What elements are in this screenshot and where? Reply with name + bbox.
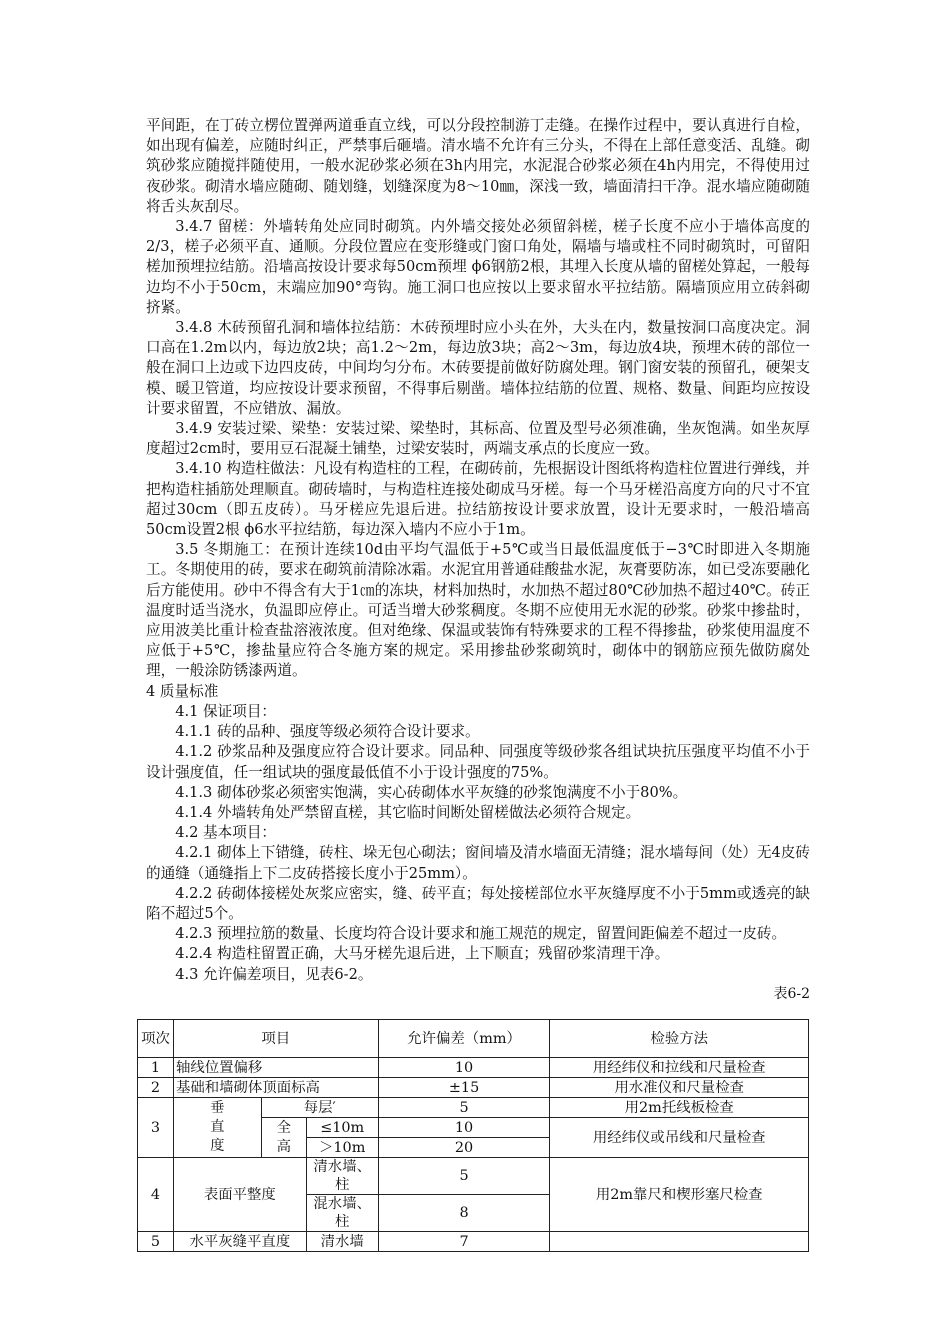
document-body — [146, 116, 810, 1003]
header-method: 检验方法 — [550, 1020, 809, 1058]
cell-item: 垂直度 — [210, 1100, 225, 1154]
cell-subitem: 每层′ — [261, 1098, 378, 1118]
tolerance-table — [137, 1019, 809, 1252]
cell-seq: 2 — [138, 1078, 174, 1098]
cell-subitem-label: 全高 — [276, 1119, 291, 1155]
header-item: 项目 — [173, 1020, 378, 1058]
cell-seq: 3 — [138, 1098, 174, 1158]
paragraph: 3.4.10 构造柱做法：凡设有构造柱的工程，在砌砖前，先根据设计图纸将构造柱位置进行弹线，并把构造柱插筋处理顺直。砌砖墙时，与构造柱连接处砌成马牙槎。每一个马牙槎沿高度方向的尺寸不宜超过30cm（即五皮砖）。马牙槎应先退后进。拉结筋按设计要求放置，设计无要求时，一般沿墙高50cm设置2根 ϕ6水平拉结筋，每边深入墙内不应小于1m。 — [146, 460, 810, 539]
cell-tolerance: 20 — [378, 1138, 550, 1158]
cell-method — [550, 1232, 809, 1252]
table-row — [138, 1232, 809, 1252]
cell-tolerance: 10 — [378, 1058, 550, 1078]
cell-seq: 4 — [138, 1158, 174, 1232]
paragraph: 4.1.2 砂浆品种及强度应符合设计要求。同品种、同强度等级砂浆各组试块抗压强度平均值不小于设计强度值，任一组试块的强度最低值不小于设计强度的75%。 — [146, 743, 810, 781]
paragraph: 3.4.7 留槎：外墙转角处应同时砌筑。内外墙交接处必须留斜槎，槎子长度不应小于墙体高度的2/3，槎子必须平直、通顺。分段位置应在变形缝或门窗口角处，隔墙与墙或柱不同时砌筑时，可留阳槎加预埋拉结筋。沿墙高按设计要求每50cm预埋 ϕ6钢筋2根，其埋入长度从墙的留槎处算起，一般每边均不小于50cm，末端应加90°弯钩。施工洞口也应按以上要求留水平拉结筋。隔墙顶应用立砖斜砌挤紧。 — [146, 218, 810, 316]
cell-tolerance: 5 — [378, 1098, 550, 1118]
paragraph: 4.1 保证项目： — [175, 702, 277, 720]
table-row — [138, 1098, 809, 1118]
paragraph: 4.3 允许偏差项目，见表6-2。 — [175, 965, 373, 983]
paragraph: 3.4.8 木砖预留孔洞和墙体拉结筋：木砖预埋时应小头在外，大头在内，数量按洞口高度决定。洞口高在1.2m以内，每边放2块；高1.2～2m，每边放3块；高2～3m，每边放4块，预埋木砖的部位一般在洞口上边或下边四皮砖，中间均匀分布。木砖要提前做好防腐处理。钢门窗安装的预留孔，硬架支模、暖卫管道，均应按设计要求预留，不得事后剔凿。墙体拉结筋的位置、规格、数量、间距均应按设计要求留置，不应错放、漏放。 — [146, 319, 810, 417]
cell-seq: 5 — [138, 1232, 174, 1252]
cell-method: 用2m靠尺和楔形塞尺检查 — [550, 1158, 809, 1232]
paragraph: 3.5 冬期施工：在预计连续10d由平均气温低于+5℃或当日最低温度低于−3℃时即进入冬期施工。冬期使用的砖，要求在砌筑前清除冰霜。水泥宜用普通硅酸盐水泥，灰膏要防冻，如已受冻要融化后方能使用。砂中不得含有大于1㎝的冻块，材料加热时，水加热不超过80℃砂加热不超过40℃。砖正温度时适当浇水，负温即应停止。可适当增大砂浆稠度。冬期不应使用无水泥的砂浆。砂浆中掺盐时，应用波美比重计检查盐溶液浓度。但对绝缘、保温或装饰有特殊要求的工程不得掺盐，砂浆使用温度不应低于+5℃，掺盐量应符合冬施方案的规定。采用掺盐砂浆砌筑时，砌体中的钢筋应预先做防腐处理，一般涂防锈漆两道。 — [146, 541, 810, 680]
table-header-row — [138, 1020, 809, 1058]
cell-tolerance: 10 — [378, 1118, 550, 1138]
cell-item: 轴线位置偏移 — [173, 1058, 378, 1078]
cell-tolerance: ±15 — [378, 1078, 550, 1098]
cell-item-vertical — [173, 1098, 261, 1158]
section-heading: 4 质量标准 — [146, 682, 219, 700]
paragraph: 平间距，在丁砖立楞位置弹两道垂直立线，可以分段控制游丁走缝。在操作过程中，要认真进行自检，如出现有偏差，应随时纠正，严禁事后砸墙。清水墙不允许有三分头，不得在上部任意变活、乱缝。砌筑砂浆应随搅拌随使用，一般水泥砂浆必须在3h内用完，水泥混合砂浆必须在4h内用完，不得使用过夜砂浆。砌清水墙应随砌、随划缝，划缝深度为8～10㎜，深浅一致，墙面清扫干净。混水墙应随砌随将舌头灰刮尽。 — [146, 117, 810, 215]
paragraph: 4.2.4 构造柱留置正确，大马牙槎先退后进，上下顺直；残留砂浆清理干净。 — [175, 945, 670, 963]
cell-subitem: 清水墙 — [306, 1232, 378, 1252]
cell-subitem-range: ≤10m — [306, 1118, 378, 1138]
cell-tolerance: 5 — [378, 1158, 550, 1195]
paragraph: 4.2.2 砖砌体接槎处灰浆应密实，缝、砖平直；每处接槎部位水平灰缝厚度不小于5mm或透亮的缺陷不超过5个。 — [146, 884, 810, 922]
paragraph: 4.2.1 砌体上下错缝，砖柱、垛无包心砌法；窗间墙及清水墙面无清缝；混水墙每间（处）无4皮砖的通缝（通缝指上下二皮砖搭接长度小于25mm）。 — [146, 844, 810, 882]
cell-method: 用经纬仪和拉线和尺量检查 — [550, 1058, 809, 1078]
cell-subitem: 混水墙、柱 — [306, 1195, 378, 1232]
cell-method: 用水准仪和尺量检查 — [550, 1078, 809, 1098]
cell-subitem — [261, 1118, 306, 1158]
paragraph: 4.1.3 砌体砂浆必须密实饱满，实心砖砌体水平灰缝的砂浆饱满度不小于80%。 — [175, 783, 688, 801]
cell-tolerance: 8 — [378, 1195, 550, 1232]
cell-subitem-range: ＞10m — [306, 1138, 378, 1158]
cell-seq: 1 — [138, 1058, 174, 1078]
paragraph: 4.1.4 外墙转角处严禁留直槎，其它临时间断处留槎做法必须符合规定。 — [175, 803, 641, 821]
cell-tolerance: 7 — [378, 1232, 550, 1252]
table-row — [138, 1158, 809, 1195]
cell-item: 基础和墙砌体顶面标高 — [173, 1078, 378, 1098]
cell-item: 表面平整度 — [173, 1158, 306, 1232]
cell-item: 水平灰缝平直度 — [173, 1232, 306, 1252]
paragraph: 4.2 基本项目： — [175, 824, 277, 842]
cell-subitem: 清水墙、柱 — [306, 1158, 378, 1195]
paragraph: 3.4.9 安装过梁、梁垫：安装过梁、梁垫时，其标高、位置及型号必须准确，坐灰饱满。如坐灰厚度超过2cm时，要用豆石混凝土铺垫，过梁安装时，两端支承点的长度应一致。 — [146, 420, 810, 458]
paragraph: 4.2.3 预埋拉筋的数量、长度均符合设计要求和施工规范的规定，留置间距偏差不超过一皮砖。 — [175, 925, 787, 943]
cell-method: 用2m托线板检查 — [550, 1098, 809, 1118]
header-seq: 项次 — [138, 1020, 174, 1058]
table-caption: 表6-2 — [773, 985, 810, 1002]
cell-method: 用经纬仪或吊线和尺量检查 — [550, 1118, 809, 1158]
table-row — [138, 1078, 809, 1098]
table-row — [138, 1058, 809, 1078]
paragraph: 4.1.1 砖的品种、强度等级必须符合设计要求。 — [175, 723, 480, 741]
header-tolerance: 允许偏差（mm） — [378, 1020, 550, 1058]
